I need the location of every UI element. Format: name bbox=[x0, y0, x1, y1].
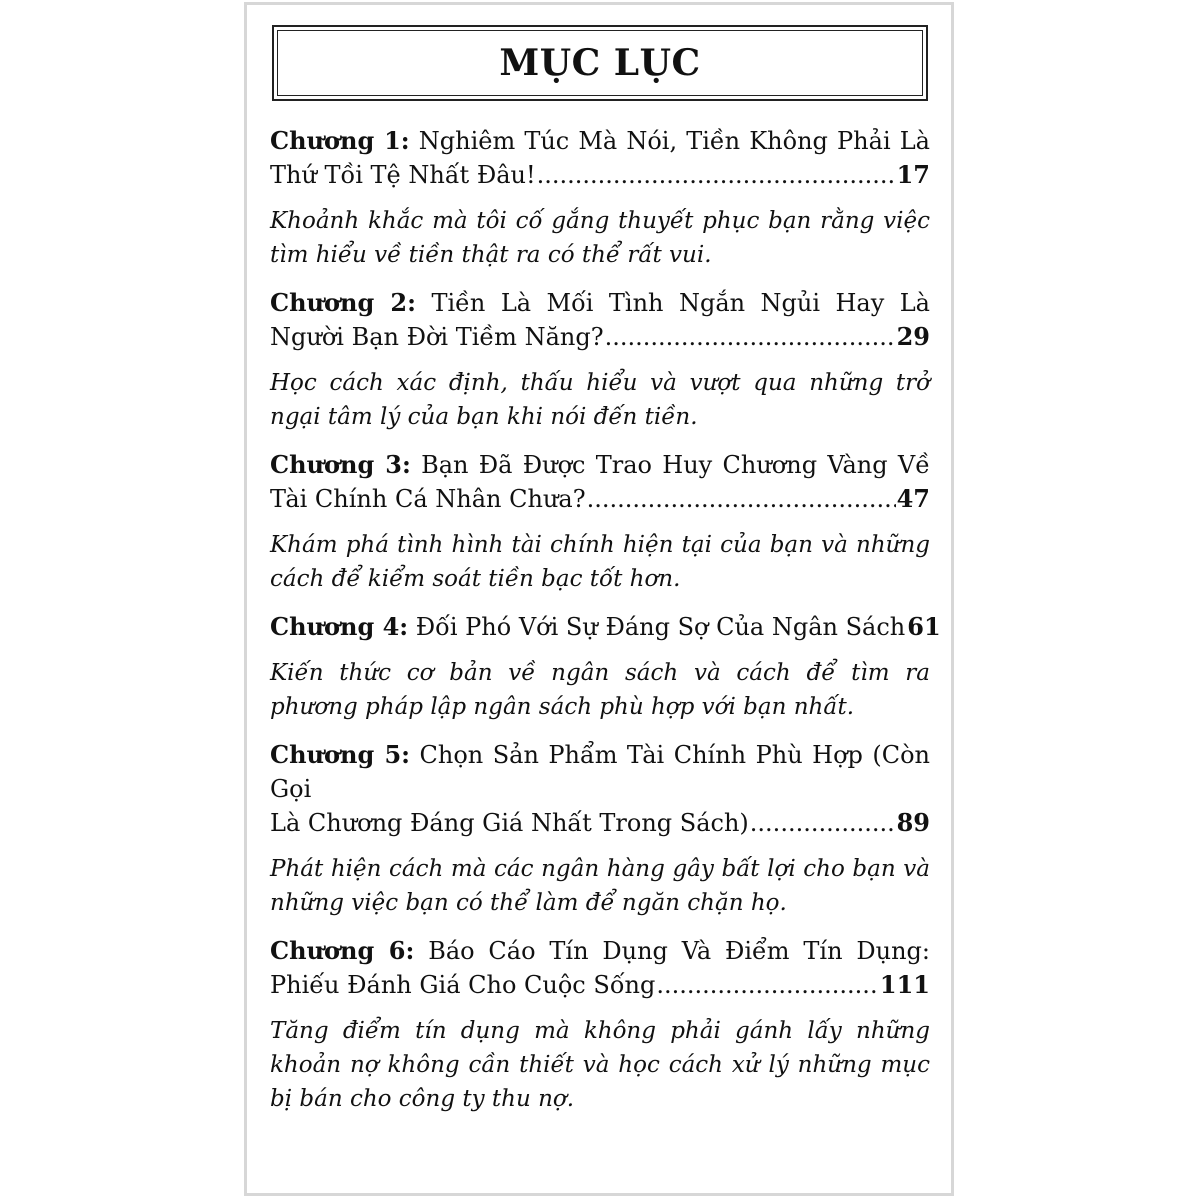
chapter-title-line-1: Chọn Sản Phẩm Tài Chính Phù Hợp (Còn Gọi bbox=[270, 741, 930, 803]
chapter-heading bbox=[270, 448, 930, 516]
toc-entry-chapter-6 bbox=[270, 934, 930, 1116]
chapter-page-number: 29 bbox=[896, 322, 930, 351]
chapter-label: Chương 4: bbox=[270, 612, 409, 641]
chapter-heading bbox=[270, 124, 930, 192]
chapter-heading-line-1 bbox=[270, 738, 930, 806]
chapter-title-line-1: Nghiêm Túc Mà Nói, Tiền Không Phải Là bbox=[418, 127, 930, 155]
chapter-label: Chương 1: bbox=[270, 126, 410, 155]
chapter-title-line-1: Báo Cáo Tín Dụng Và Điểm Tín Dụng: bbox=[428, 937, 930, 965]
title-frame bbox=[272, 25, 928, 101]
chapter-description: Kiến thức cơ bản về ngân sách và cách để tìm ra phương pháp lập ngân sách phù hợp với bạn nhất. bbox=[270, 660, 930, 720]
chapter-title-line-1: Tiền Là Mối Tình Ngắn Ngủi Hay Là bbox=[431, 289, 930, 317]
chapter-title-line-2: Thứ Tồi Tệ Nhất Đâu! bbox=[270, 161, 536, 189]
chapter-heading bbox=[270, 610, 941, 644]
toc-entry-chapter-1 bbox=[270, 124, 930, 272]
chapter-page-number: 61 bbox=[907, 612, 941, 641]
dot-leader bbox=[656, 968, 879, 1002]
chapter-description: Khoảnh khắc mà tôi cố gắng thuyết phục bạn rằng việc tìm hiểu về tiền thật ra có thể rất vui. bbox=[270, 208, 930, 268]
chapter-heading-line-1 bbox=[270, 934, 930, 968]
chapter-page-number: 47 bbox=[896, 484, 930, 513]
chapter-heading bbox=[270, 286, 930, 354]
chapter-heading-line-1 bbox=[270, 124, 930, 158]
chapter-description: Phát hiện cách mà các ngân hàng gây bất lợi cho bạn và những việc bạn có thể làm để ngăn chặn họ. bbox=[270, 856, 930, 916]
dot-leader bbox=[750, 806, 896, 840]
chapter-heading bbox=[270, 738, 930, 840]
table-of-contents bbox=[270, 124, 941, 1130]
chapter-description: Học cách xác định, thấu hiểu và vượt qua những trở ngại tâm lý của bạn khi nói đến tiền. bbox=[270, 370, 930, 430]
chapter-heading-line-1 bbox=[270, 286, 930, 320]
chapter-title-line-2: Là Chương Đáng Giá Nhất Trong Sách) bbox=[270, 809, 749, 837]
chapter-title-line-1: Đối Phó Với Sự Đáng Sợ Của Ngân Sách bbox=[415, 613, 906, 641]
toc-entry-chapter-4 bbox=[270, 610, 941, 724]
toc-entry-chapter-2 bbox=[270, 286, 930, 434]
toc-entry-chapter-5 bbox=[270, 738, 930, 920]
chapter-page-number: 111 bbox=[879, 970, 930, 999]
chapter-label: Chương 3: bbox=[270, 450, 411, 479]
chapter-description: Tăng điểm tín dụng mà không phải gánh lấy những khoản nợ không cần thiết và học cách xử lý những mục bị bán cho công ty thu nợ. bbox=[270, 1018, 930, 1112]
chapter-page-number: 17 bbox=[896, 160, 930, 189]
chapter-title-line-2: Tài Chính Cá Nhân Chưa? bbox=[270, 485, 586, 513]
chapter-title-line-2: Phiếu Đánh Giá Cho Cuộc Sống bbox=[270, 971, 656, 999]
chapter-heading-line-1 bbox=[270, 448, 930, 482]
chapter-heading-line-2 bbox=[270, 806, 930, 840]
chapter-label: Chương 2: bbox=[270, 288, 416, 317]
dot-leader bbox=[587, 482, 896, 516]
title-inner-frame bbox=[277, 30, 923, 96]
dot-leader bbox=[537, 158, 896, 192]
chapter-heading bbox=[270, 934, 930, 1002]
dot-leader bbox=[605, 320, 896, 354]
page-title: MỤC LỤC bbox=[499, 42, 701, 84]
chapter-label: Chương 5: bbox=[270, 740, 411, 769]
chapter-page-number: 89 bbox=[896, 808, 930, 837]
chapter-heading-line-2 bbox=[270, 158, 930, 192]
chapter-title-line-2: Người Bạn Đời Tiềm Năng? bbox=[270, 323, 604, 351]
chapter-heading-line-2 bbox=[270, 482, 930, 516]
toc-entry-chapter-3 bbox=[270, 448, 930, 596]
chapter-heading-line-2 bbox=[270, 320, 930, 354]
chapter-title-line-1: Bạn Đã Được Trao Huy Chương Vàng Về bbox=[421, 451, 930, 479]
chapter-label: Chương 6: bbox=[270, 936, 415, 965]
chapter-heading-line-2 bbox=[270, 968, 930, 1002]
chapter-description: Khám phá tình hình tài chính hiện tại của bạn và những cách để kiểm soát tiền bạc tốt hơn. bbox=[270, 532, 930, 592]
